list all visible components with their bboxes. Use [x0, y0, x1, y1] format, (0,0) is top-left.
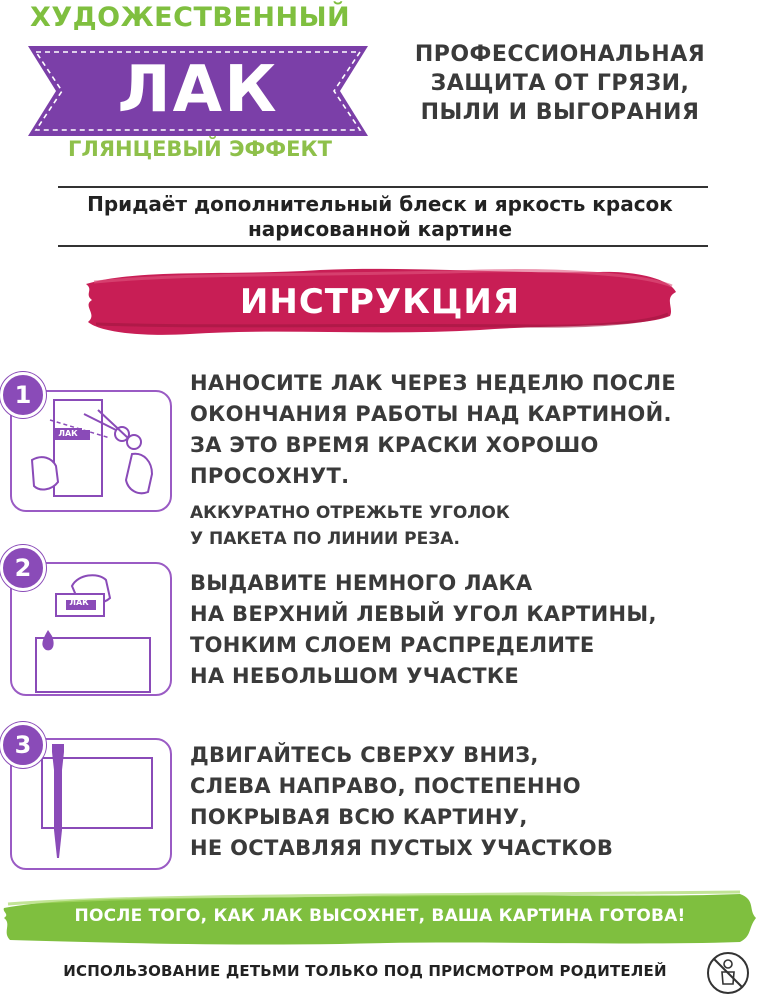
step-1-line: ПРОСОХНУТ.	[190, 464, 350, 488]
ready-message: ПОСЛЕ ТОГО, КАК ЛАК ВЫСОХНЕТ, ВАША КАРТИНА ГОТОВА!	[74, 906, 686, 926]
brand-top-text: ХУДОЖЕСТВЕННЫЙ	[30, 2, 351, 33]
step-3-text	[190, 740, 613, 864]
description-line: нарисованной картине	[247, 217, 513, 241]
parental-warning: ИСПОЛЬЗОВАНИЕ ДЕТЬМИ ТОЛЬКО ПОД ПРИСМОТРОМ РОДИТЕЛЕЙ	[63, 962, 667, 980]
step-3-line: ПОКРЫВАЯ ВСЮ КАРТИНУ,	[190, 805, 528, 829]
step-2-line: ТОНКИМ СЛОЕМ РАСПРЕДЕЛИТЕ	[190, 633, 595, 657]
description	[40, 192, 720, 242]
tagline-line: ЗАЩИТА ОТ ГРЯЗИ,	[430, 71, 690, 96]
step-3-line: НЕ ОСТАВЛЯЯ ПУСТЫХ УЧАСТКОВ	[190, 836, 614, 860]
description-line: Придаёт дополнительный блеск и яркость красок	[87, 192, 673, 216]
step-1-text	[190, 368, 676, 552]
step-2-line: ВЫДАВИТЕ НЕМНОГО ЛАКА	[190, 571, 533, 595]
step-3-number: 3	[0, 722, 46, 768]
step-3-line: ДВИГАЙТЕСЬ СВЕРХУ ВНИЗ,	[190, 743, 539, 767]
divider-top	[58, 186, 708, 188]
step-1-line: ОКОНЧАНИЯ РАБОТЫ НАД КАРТИНОЙ.	[190, 402, 672, 426]
divider-bottom	[58, 245, 708, 247]
tagline	[395, 40, 725, 127]
packet-label: ЛАК	[69, 598, 89, 607]
instruction-title: ИНСТРУКЦИЯ	[239, 282, 521, 322]
tagline-line: ПЫЛИ И ВЫГОРАНИЯ	[420, 100, 700, 125]
packet-label: ЛАК	[58, 429, 78, 438]
step-2-number: 2	[0, 545, 46, 591]
brand-main-text: ЛАК	[117, 53, 279, 127]
step-1-sub-line: У ПАКЕТА ПО ЛИНИИ РЕЗА.	[190, 529, 460, 549]
step-1-line: НАНОСИТЕ ЛАК ЧЕРЕЗ НЕДЕЛЮ ПОСЛЕ	[190, 371, 676, 395]
step-1-sub-line: АККУРАТНО ОТРЕЖЬТЕ УГОЛОК	[190, 503, 510, 523]
step-2-text	[190, 568, 657, 692]
step-1-number: 1	[0, 372, 46, 418]
tagline-line: ПРОФЕССИОНАЛЬНАЯ	[414, 42, 706, 67]
step-2-line: НА НЕБОЛЬШОМ УЧАСТКЕ	[190, 664, 520, 688]
step-2-line: НА ВЕРХНИЙ ЛЕВЫЙ УГОЛ КАРТИНЫ,	[190, 602, 657, 626]
step-1-line: ЗА ЭТО ВРЕМЯ КРАСКИ ХОРОШО	[190, 433, 599, 457]
no-small-children-icon	[705, 950, 751, 996]
step-3-line: СЛЕВА НАПРАВО, ПОСТЕПЕННО	[190, 774, 581, 798]
brand-sub-text: ГЛЯНЦЕВЫЙ ЭФФЕКТ	[68, 137, 332, 161]
